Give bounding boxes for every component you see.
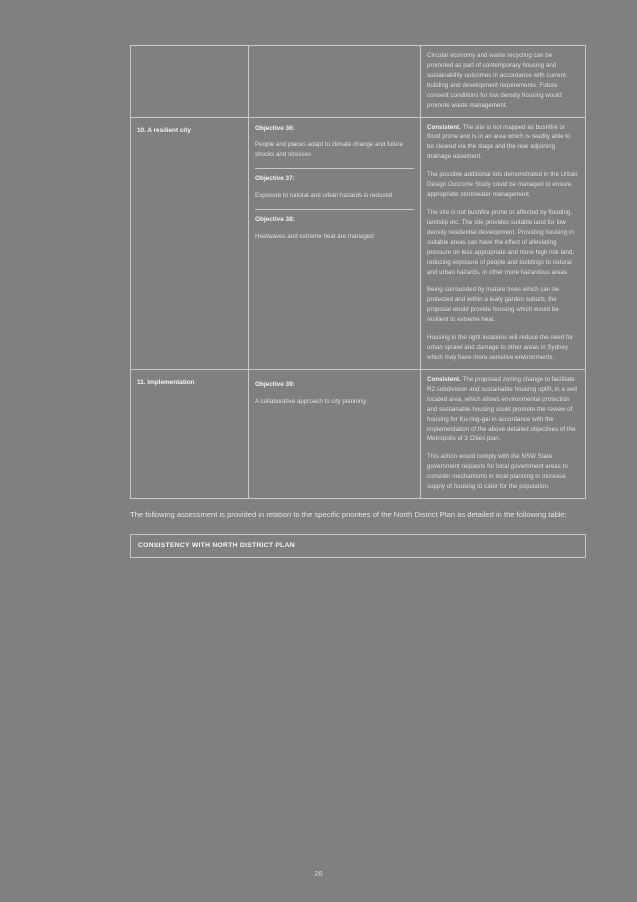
objective-text: A collaborative approach to city planning [255,397,366,405]
objective-stack [255,123,414,250]
theme-cell [131,46,249,118]
assessment-paragraph: The site is not bushfire prone or affected by flooding, landslip etc. The site provides suitable land for low density residential development. Providing housing in suitable areas can have the effect of alleviating pressure on less appropriate and more high risk land, reducing exposure of people and buildings to natural and urban hazards, in other more hazardous areas. [427,208,575,276]
verdict-label: Consistent. [427,123,463,131]
theme-cell [131,117,249,369]
assessment-paragraph: Circular economy and waste recycling can be promoted as part of contemporary housing and sustainability outcomes in accordance with current building and development requirements. Future consent conditions for low density housing would promote waste management. [427,52,566,109]
assessment-paragraph [427,375,579,444]
table-row [131,117,586,369]
table-row [131,369,586,498]
objective-text: Heatwaves and extreme heat are managed [255,232,374,240]
assessment-body [427,51,579,111]
objective-block [255,210,414,250]
assessment-cell [421,117,586,369]
page-number: 26 [314,869,323,878]
objective-cell [249,117,421,369]
assessment-body [427,123,579,363]
table-row [131,535,586,558]
assessment-cell [421,46,586,118]
intro-paragraph: The following assessment is provided in relation to the specific priorities of the North District Plan as detailed in the following table: [130,510,567,520]
assessment-table [130,45,586,499]
objective-block [255,169,414,210]
assessment-paragraph: Housing in the right locations will reduce the need for urban sprawl and damage to other areas in Sydney which may have more sensitive environments. [427,334,574,361]
assessment-paragraph-text: The proposed zoning change to facilitate R2 subdivision and sustainable housing uplift, in a well located area, which allows environmental protection and sustainable housing could promote the review of housing for Ku-ring-gai in accordance with the implementation of the above detailed objectives of the Metropolis of 3 Cities plan. [427,375,578,443]
table-row [131,46,586,118]
assessment-paragraph: This action would comply with the NSW State government requests for local government areas to consider mechanisms in local planning to increase supply of housing to cater for the population. [427,453,568,491]
assessment-paragraph-text: The site is not mapped as bushfire or flood prone and is in an area which is readily able to be cleared via the stage and the rear adjoining drainage easement. [427,123,571,161]
objective-text: Exposure to natural and urban hazards is reduced [255,191,393,199]
district-table-title: CONSISTENCY WITH NORTH DISTRICT PLAN [138,542,295,550]
assessment-paragraph [427,123,579,163]
objective-title: Objective 36: [255,124,295,132]
objective-block [255,123,414,170]
theme-label [137,51,242,54]
objective-cell [249,46,421,118]
objective-title: Objective 37: [255,175,295,183]
objective-title: Objective 38: [255,215,295,223]
assessment-cell [421,369,586,498]
theme-label: 10. A resilient city [137,126,191,134]
assessment-paragraph: Being surrounded by mature trees which can be protected and within a leafy garden suburb, the proposal would provide housing which would be resilient to extreme heat. [427,286,560,324]
assessment-paragraph: The possible additional lots demonstrated in the Urban Design Outcome Study could be managed to ensure appropriate stormwater management. [427,171,578,199]
district-header-cell [131,535,586,558]
objective-title: Objective 39: [255,380,295,388]
assessment-body [427,375,579,492]
objective-text: People and places adapt to climate change and future shocks and stresses [255,141,403,159]
objective-block [255,375,414,415]
objective-cell [249,369,421,498]
page-content [130,45,585,558]
district-plan-table [130,534,586,558]
theme-cell [131,369,249,498]
verdict-label: Consistent. [427,375,463,383]
theme-label: 11. Implementation [137,378,195,386]
objective-stack [255,375,414,415]
